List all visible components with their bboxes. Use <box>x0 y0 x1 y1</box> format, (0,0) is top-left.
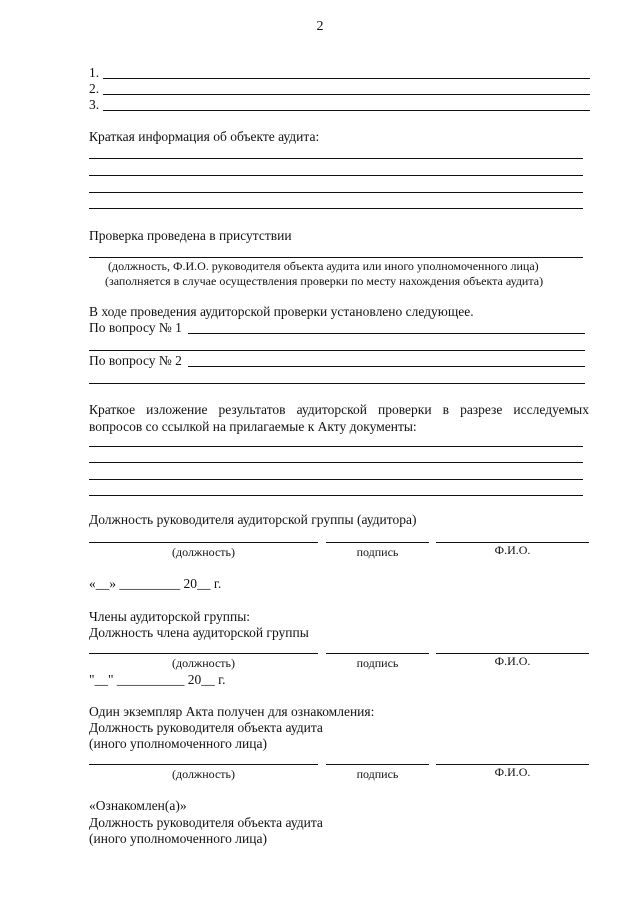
leader-position-line[interactable] <box>89 542 318 543</box>
question-2-line-2[interactable] <box>89 383 585 384</box>
question-2-label: По вопросу № 2 <box>89 353 182 368</box>
object-head-signature-caption: подпись <box>356 767 399 781</box>
familiarized-label: «Ознакомлен(а)» <box>89 798 187 813</box>
summary-paragraph <box>89 401 589 435</box>
summary-line-2: вопросов со ссылкой на прилагаемые к Акту документы: <box>89 419 417 434</box>
object-info-line-1[interactable] <box>89 158 583 159</box>
object-info-line-4[interactable] <box>89 208 583 209</box>
member-position-caption: (должность) <box>172 656 235 670</box>
presence-label: Проверка проведена в присутствии <box>89 228 292 243</box>
leader-signature-caption: подпись <box>356 545 399 559</box>
leader-position-caption: (должность) <box>172 545 235 559</box>
object-head-label-3: Должность руководителя объекта аудита <box>89 815 323 830</box>
numbered-item-2: 2. <box>89 81 100 96</box>
object-head-signature-line[interactable] <box>326 764 429 765</box>
object-head-position-caption: (должность) <box>172 767 235 781</box>
leader-fio-caption: Ф.И.О. <box>494 543 531 557</box>
numbered-item-3: 3. <box>89 97 100 112</box>
summary-line-a[interactable] <box>89 446 583 447</box>
object-head-fio-caption: Ф.И.О. <box>494 765 531 779</box>
presence-line[interactable] <box>89 257 583 258</box>
question-1-line-1[interactable] <box>188 333 585 334</box>
object-info-label: Краткая информация об объекте аудита: <box>89 129 320 144</box>
presence-note-2: (заполняется в случае осуществления проверки по месту нахождения объекта аудита) <box>105 274 544 288</box>
page-number: 2 <box>316 19 324 34</box>
established-text: В ходе проведения аудиторской проверки установлено следующее. <box>89 304 474 319</box>
summary-line-c[interactable] <box>89 479 583 480</box>
members-label: Члены аудиторской группы: <box>89 609 251 624</box>
question-1-label: По вопросу № 1 <box>89 320 182 335</box>
leader-position-label: Должность руководителя аудиторской группы (аудитора) <box>89 512 417 527</box>
summary-line-d[interactable] <box>89 495 583 496</box>
member-signature-caption: подпись <box>356 656 399 670</box>
copy-received-label: Один экземпляр Акта получен для ознакомления: <box>89 704 375 719</box>
summary-line-1: Краткое изложение результатов аудиторской проверки в разрезе исследуемых <box>89 402 589 417</box>
presence-note-1: (должность, Ф.И.О. руководителя объекта аудита или иного уполномоченного лица) <box>108 259 539 273</box>
object-info-line-3[interactable] <box>89 192 583 193</box>
date-1: «__» _________ 20__ г. <box>89 576 222 591</box>
question-1-line-2[interactable] <box>89 350 585 351</box>
member-position-label: Должность члена аудиторской группы <box>89 625 309 640</box>
numbered-line-1[interactable] <box>103 78 590 79</box>
object-head-label-1: Должность руководителя объекта аудита <box>89 720 323 735</box>
member-signature-line[interactable] <box>326 653 429 654</box>
object-head-label-4: (иного уполномоченного лица) <box>89 831 267 846</box>
object-head-label-2: (иного уполномоченного лица) <box>89 736 267 751</box>
object-info-line-2[interactable] <box>89 175 583 176</box>
numbered-item-1: 1. <box>89 65 100 80</box>
leader-signature-line[interactable] <box>326 542 429 543</box>
numbered-line-2[interactable] <box>103 94 590 95</box>
date-2: "__" __________ 20__ г. <box>89 672 226 687</box>
numbered-line-3[interactable] <box>103 110 590 111</box>
member-fio-caption: Ф.И.О. <box>494 654 531 668</box>
summary-line-b[interactable] <box>89 462 583 463</box>
object-head-position-line[interactable] <box>89 764 318 765</box>
question-2-line-1[interactable] <box>188 366 585 367</box>
member-position-line[interactable] <box>89 653 318 654</box>
